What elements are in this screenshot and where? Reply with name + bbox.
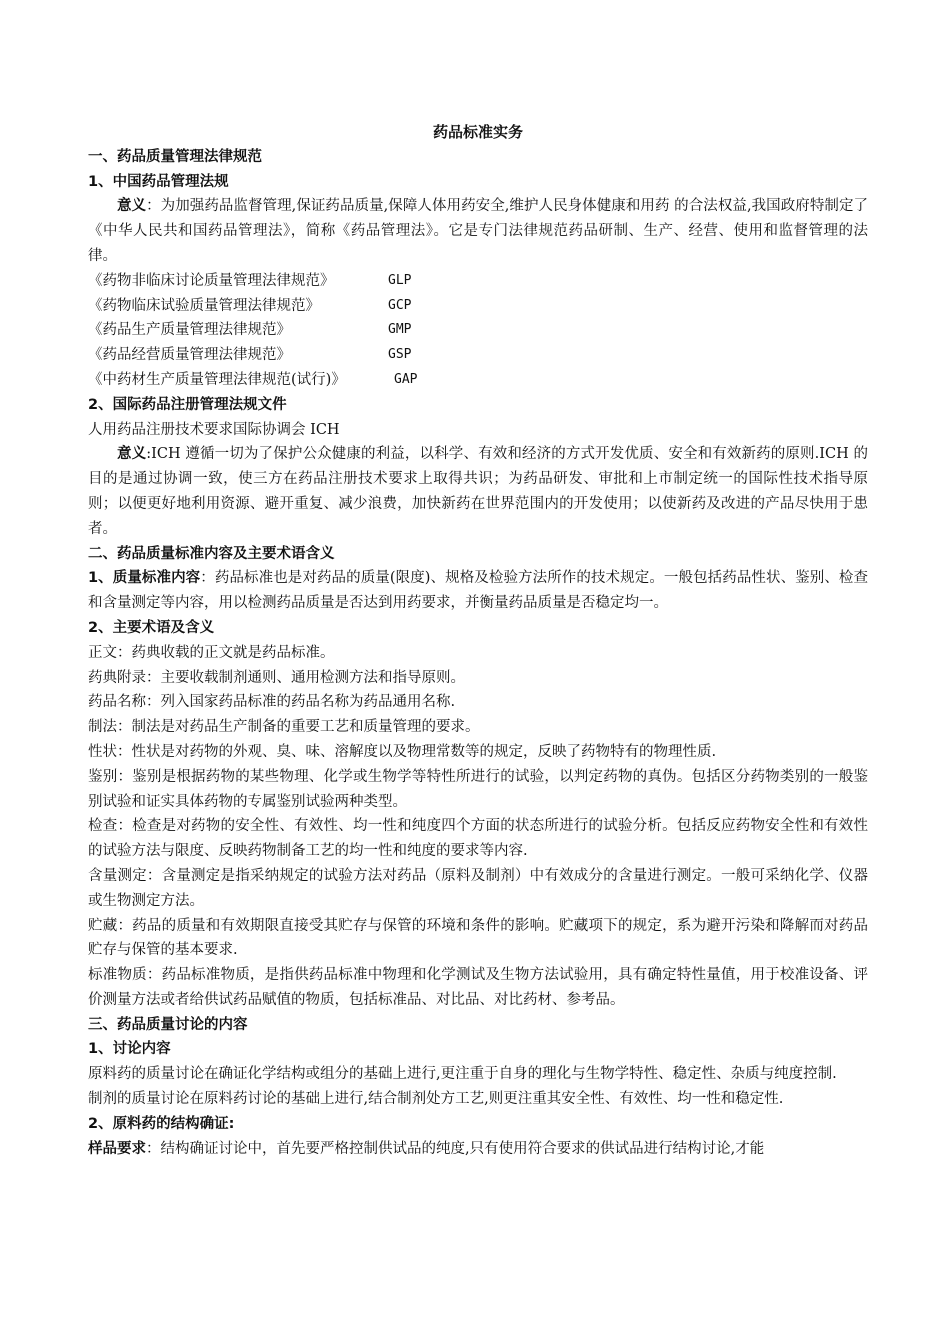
document-page	[88, 120, 868, 1161]
term-item: 制法：制法是对药品生产制备的重要工艺和质量管理的要求。	[88, 719, 480, 736]
regulation-item: 《药物临床试验质量管理法律规范》 GCP	[88, 297, 412, 314]
term-item: 含量测定：含量测定是指采纳规定的试验方法对药品（原料及制剂）中有效成分的含量进行测定。一般可采纳化学、仪器或生物测定方法。	[88, 867, 868, 909]
regulation-item: 《药品经营质量管理法律规范》 GSP	[88, 347, 412, 364]
regulation-list	[88, 269, 868, 393]
meaning-label: 意义	[117, 446, 147, 463]
document-title: 药品标准实务	[432, 123, 523, 141]
term-item: 贮藏：药品的质量和有效期限直接受其贮存与保管的环境和条件的影响。贮藏项下的规定，系为避开污染和降解而对药品贮存与保管的基本要求.	[88, 917, 868, 959]
section-1-1-heading: 1、中国药品管理法规	[88, 173, 229, 190]
term-item: 检查：检查是对药物的安全性、有效性、均一性和纯度四个方面的状态所进行的试验分析。包括反应药物安全性和有效性的试验方法与限度、反映药物制备工艺的均一性和纯度的要求等内容.	[88, 818, 868, 860]
content-text: ：药品标准也是对药品的质量(限度)、规格及检验方法所作的技术规定。一般包括药品性状、鉴别、检查和含量测定等内容，用以检测药品质量是否达到用药要求，并衡量药品质量是否稳定均一。	[88, 570, 869, 612]
sample-label: 样品要求	[88, 1140, 146, 1157]
regulation-item: 《药品生产质量管理法律规范》 GMP	[88, 322, 412, 339]
section-3-1-p1: 原料药的质量讨论在确证化学结构或组分的基础上进行,更注重于自身的理化与生物学特性、稳定性、杂质与纯度控制.	[88, 1066, 837, 1083]
sample-requirement	[88, 1137, 868, 1162]
section-2-heading: 二、药品质量标准内容及主要术语含义	[88, 545, 335, 562]
section-3-heading: 三、药品质量讨论的内容	[88, 1016, 248, 1033]
section-1-heading: 一、药品质量管理法律规范	[88, 148, 262, 165]
term-item: 药典附录：主要收载制剂通则、通用检测方法和指导原则。	[88, 669, 465, 686]
meaning-text: ：为加强药品监督管理,保证药品质量,保障人体用药安全,维护人民身体健康和用药 的合法权益,我国政府特制定了《中华人民共和国药品管理法》，简称《药品管理法》。它是专门法律规范药品研制、生产、经营、使用和监督管理的法律。	[88, 198, 868, 264]
term-item: 正文：药典收载的正文就是药品标准。	[88, 644, 335, 661]
regulation-item: 《中药材生产质量管理法律规范(试行)》 GAP	[88, 371, 418, 388]
term-item: 标准物质：药品标准物质，是指供药品标准中物理和化学测试及生物方法试验用，具有确定特性量值，用于校准设备、评价测量方法或者给供试药品赋值的物质，包括标准品、对比品、对比药材、参考品。	[88, 967, 868, 1008]
section-1-2-meaning	[88, 442, 868, 541]
section-3-1-heading: 1、讨论内容	[88, 1041, 171, 1058]
regulation-item: 《药物非临床讨论质量管理法律规范》 GLP	[88, 272, 412, 289]
section-1-1-meaning	[88, 194, 868, 268]
content-label: 1、质量标准内容	[88, 570, 201, 587]
terms-list	[88, 641, 868, 1013]
term-item: 鉴别：鉴别是根据药物的某些物理、化学或生物学等特性所进行的试验，以判定药物的真伪。包括区分药物类别的一般鉴别试验和证实具体药物的专属鉴别试验两种类型。	[88, 768, 868, 810]
quality-standard-content	[88, 566, 868, 616]
ich-line: 人用药品注册技术要求国际协调会 ICH	[88, 421, 340, 438]
term-item: 性状：性状是对药物的外观、臭、味、溶解度以及物理常数等的规定，反映了药物特有的物理性质.	[88, 743, 717, 760]
meaning-text: :ICH 遵循一切为了保护公众健康的利益，以科学、有效和经济的方式开发优质、安全和有效新药的原则.ICH 的目的是通过协调一致，使三方在药品注册技术要求上取得共识；为药品研发、审批和上市制定统一的国际性技术指导原则；以便更好地利用资源、避开重复、减少浪费，加快新药在世界范围内的开发使用；以使新药及改进的产品尽快用于患者。	[88, 446, 868, 537]
section-3-2-heading: 2、原料药的结构确证:	[88, 1115, 235, 1132]
sample-text: ：结构确证讨论中，首先要严格控制供试品的纯度,只有使用符合要求的供试品进行结构讨论,才能	[146, 1140, 765, 1157]
term-item: 药品名称：列入国家药品标准的药品名称为药品通用名称.	[88, 694, 456, 711]
section-3-1-p2: 制剂的质量讨论在原料药讨论的基础上进行,结合制剂处方工艺,则更注重其安全性、有效性、均一性和稳定性.	[88, 1091, 784, 1108]
terms-heading: 2、主要术语及含义	[88, 619, 215, 636]
meaning-label: 意义	[117, 198, 147, 215]
section-1-2-heading: 2、国际药品注册管理法规文件	[88, 396, 287, 413]
